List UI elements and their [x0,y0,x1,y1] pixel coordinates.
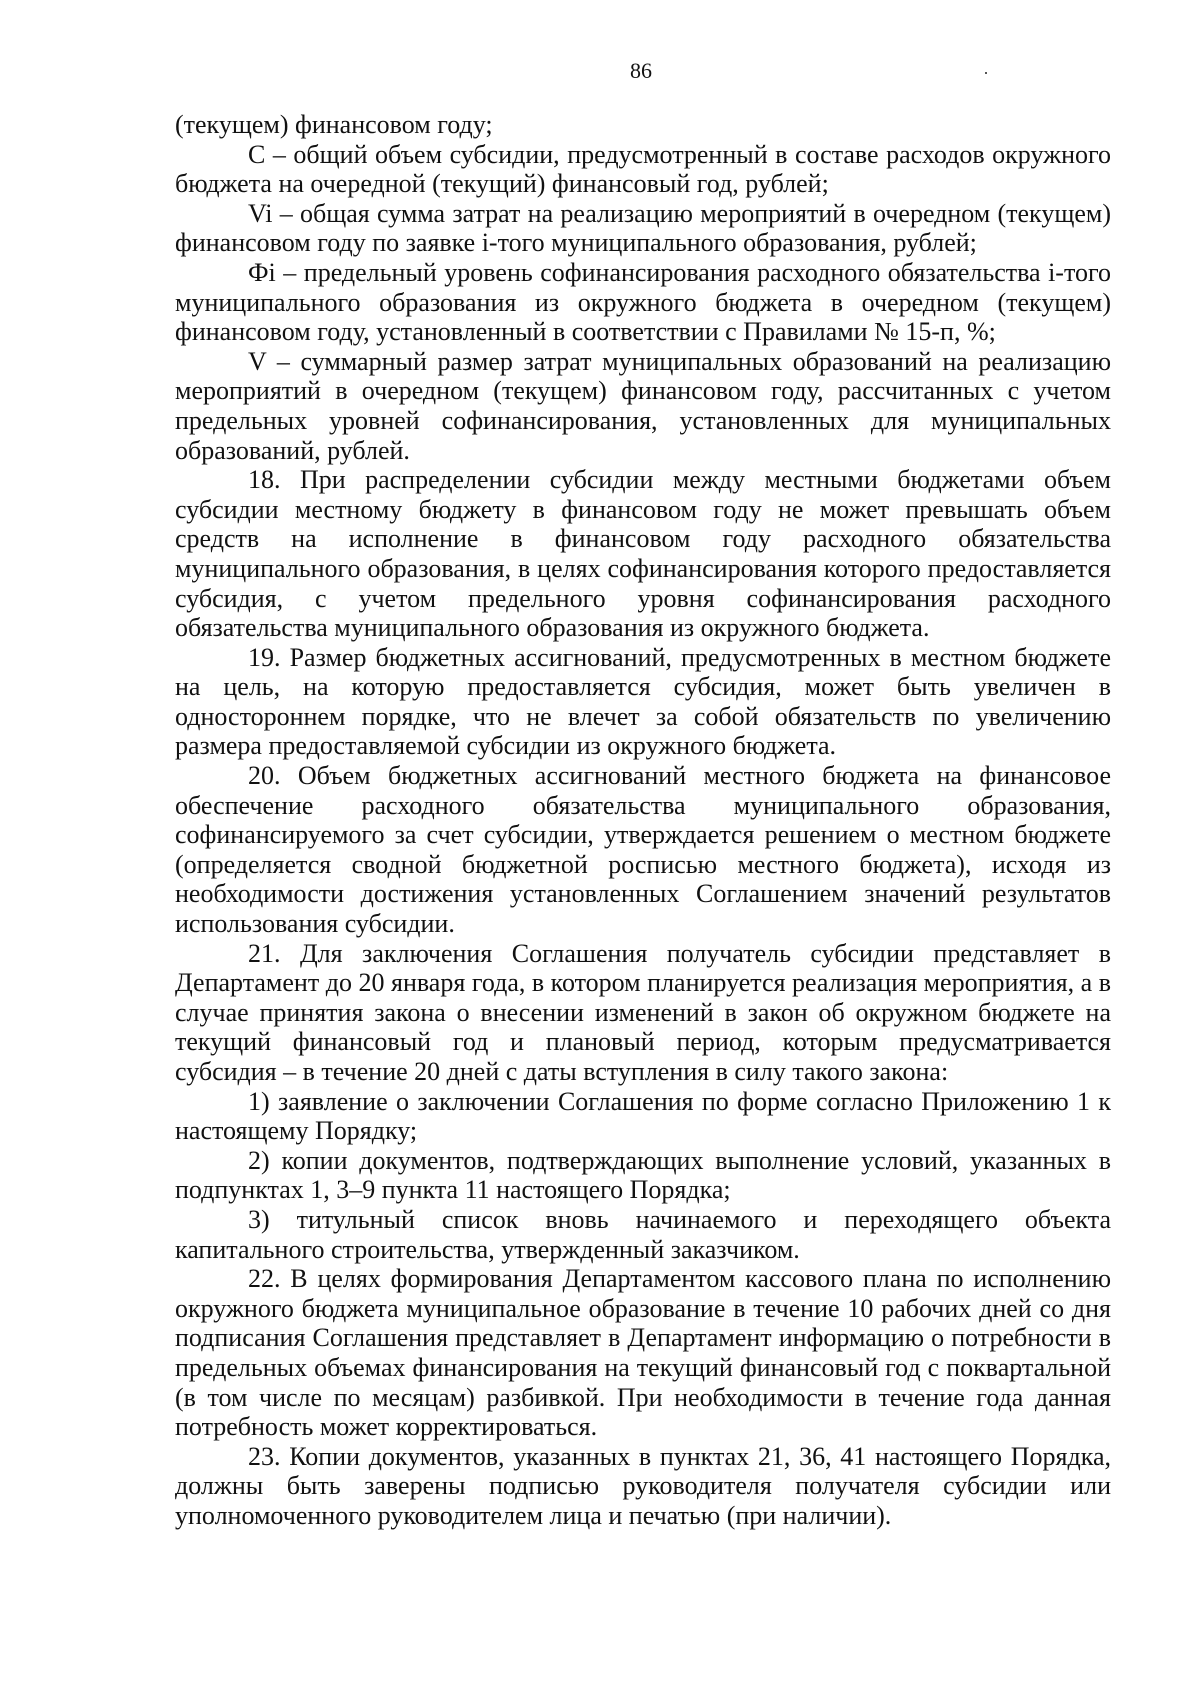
paragraph-18: 18. При распределении субсидии между местными бюджетами объем субсидии местному бюджету в финансовом году не может превышать объем средств на исполнение в финансовом году расходного обязательства муниципального образования, в целях софинансирования которого предоставляется субсидия, с учетом предельного уровня софинансирования расходного обязательства муниципального образования из окружного бюджета. [175,465,1111,643]
paragraph-20: 20. Объем бюджетных ассигнований местного бюджета на финансовое обеспечение расходного обязательства муниципального образования, софинансируемого за счет субсидии, утверждается решением о местном бюджете (определяется сводной бюджетной росписью местного бюджета), исходя из необходимости достижения установленных Соглашением значений результатов использования субсидии. [175,761,1111,939]
paragraph-19: 19. Размер бюджетных ассигнований, предусмотренных в местном бюджете на цель, на которую предоставляется субсидия, может быть увеличен в одностороннем порядке, что не влечет за собой обязательств по увеличению размера предоставляемой субсидии из окружного бюджета. [175,642,1111,761]
paragraph-continuation: (текущем) финансовом году; [175,110,493,139]
paragraph-22: 22. В целях формирования Департаментом кассового плана по исполнению окружного бюджета муниципальное образование в течение 10 рабочих дней со дня подписания Соглашения представляет в Департамент информацию о потребности в предельных объемах финансирования на текущий финансовый год с поквартальной (в том числе по месяцам) разбивкой. При необходимости в течение года данная потребность может корректироваться. [175,1264,1111,1442]
paragraph-vi-definition: Vi – общая сумма затрат на реализацию мероприятий в очередном (текущем) финансовом году по заявке i-того муниципального образования, рублей; [175,198,1111,258]
paragraph-21: 21. Для заключения Соглашения получатель субсидии представляет в Департамент до 20 января года, в котором планируется реализация мероприятия, а в случае принятия закона о внесении изменений в закон об окружном бюджете на текущий финансовый год и плановый период, которым предусматривается субсидия – в течение 20 дней с даты вступления в силу такого закона: [175,938,1111,1086]
page-number: 86 [630,58,652,83]
paragraph-21-item-3: 3) титульный список вновь начинаемого и переходящего объекта капитального строительства, утвержденный заказчиком. [175,1204,1111,1264]
document-body [175,110,1111,1531]
paragraph-fi-definition: Фi – предельный уровень софинансирования расходного обязательства i-того муниципального образования из окружного бюджета в очередном (текущем) финансовом году, установленный в соответствии с Правилами № 15-п, %; [175,257,1111,347]
paragraph-v-definition: V – суммарный размер затрат муниципальных образований на реализацию мероприятий в очередном (текущем) финансовом году, рассчитанных с учетом предельных уровней софинансирования, установленных для муниципальных образований, рублей. [175,346,1111,465]
paragraph-21-item-1: 1) заявление о заключении Соглашения по форме согласно Приложению 1 к настоящему Порядку; [175,1086,1111,1146]
paragraph-21-item-2: 2) копии документов, подтверждающих выполнение условий, указанных в подпунктах 1, 3–9 пункта 11 настоящего Порядка; [175,1145,1111,1205]
paragraph-23: 23. Копии документов, указанных в пунктах 21, 36, 41 настоящего Порядка, должны быть заверены подписью руководителя получателя субсидии или уполномоченного руководителем лица и печатью (при наличии). [175,1441,1111,1530]
paragraph-c-definition: С – общий объем субсидии, предусмотренный в составе расходов окружного бюджета на очередной (текущий) финансовый год, рублей; [175,139,1111,199]
scan-speck [985,72,987,74]
